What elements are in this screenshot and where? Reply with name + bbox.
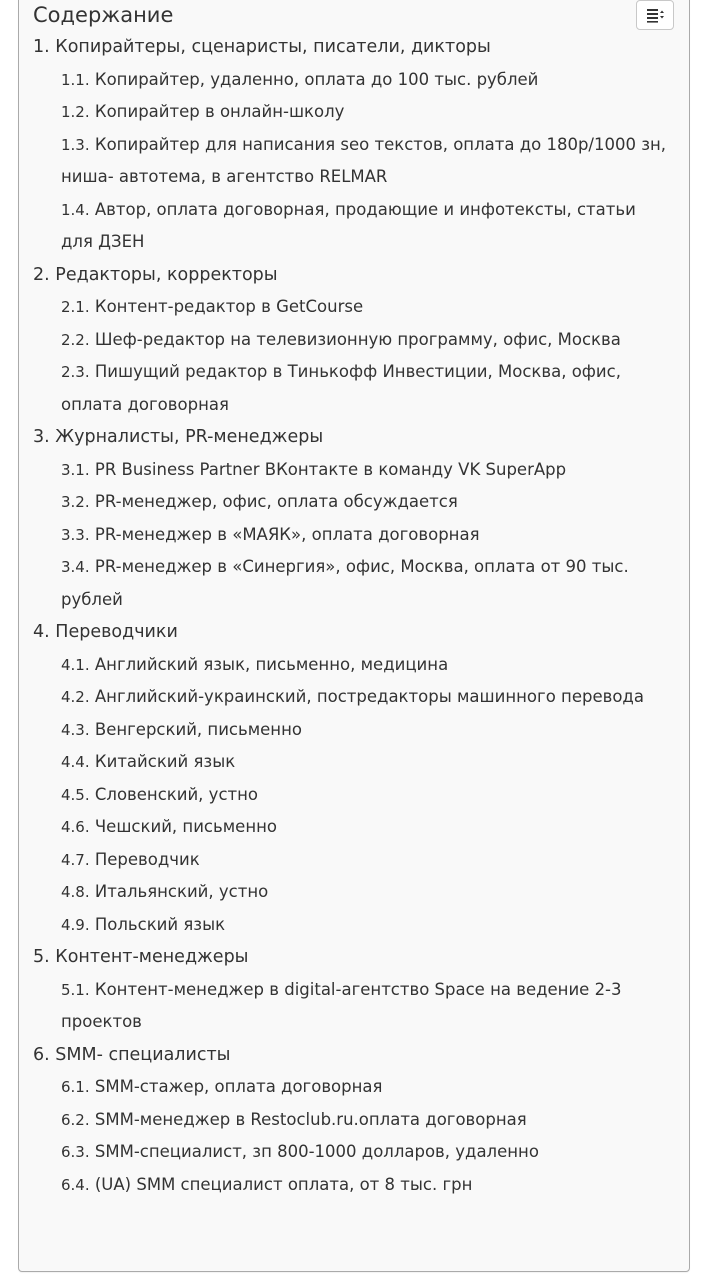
toc-item xyxy=(61,519,673,552)
toc-item-label: Копирайтер в онлайн-школу xyxy=(94,102,345,121)
toc-item-link[interactable] xyxy=(61,96,673,129)
toc-item-number: 1.3. xyxy=(61,135,90,154)
toc-sublist xyxy=(33,649,673,942)
toc-section-number: 5. xyxy=(33,947,50,967)
toc-section-link[interactable] xyxy=(33,941,673,974)
toc-item xyxy=(61,291,673,324)
toc-section-link[interactable] xyxy=(33,259,673,292)
toc-section xyxy=(33,941,673,1039)
toc-item-number: 2.2. xyxy=(61,330,90,349)
toc-item-link[interactable] xyxy=(61,64,673,97)
toc-section-link[interactable] xyxy=(33,616,673,649)
toc-item-link[interactable] xyxy=(61,194,673,259)
list-toggle-icon xyxy=(645,7,665,23)
toc-section-label: Контент-менеджеры xyxy=(55,947,249,967)
toc-item xyxy=(61,356,673,421)
toc-section-label: Журналисты, PR-менеджеры xyxy=(55,427,324,447)
toc-section-link[interactable] xyxy=(33,421,673,454)
toc-item xyxy=(61,811,673,844)
toc-item-label: Английский-украинский, постредакторы машинного перевода xyxy=(94,687,644,706)
toc-section xyxy=(33,259,673,422)
toc-item-link[interactable] xyxy=(61,291,673,324)
toc-section-link[interactable] xyxy=(33,1039,673,1072)
toc-item-number: 4.7. xyxy=(61,850,90,869)
toc-item-label: Итальянский, устно xyxy=(94,882,269,901)
toc-item-link[interactable] xyxy=(61,811,673,844)
toc-item-link[interactable] xyxy=(61,486,673,519)
toc-section-number: 2. xyxy=(33,264,50,285)
toc-item-link[interactable] xyxy=(61,551,673,616)
toc-item-number: 3.1. xyxy=(61,460,90,479)
toc-section-number: 3. xyxy=(33,427,50,447)
toc-item xyxy=(61,779,673,812)
toc-item xyxy=(61,551,673,616)
toc-item xyxy=(61,64,673,97)
toc-section-number: 4. xyxy=(33,622,50,642)
toc-sublist xyxy=(33,291,673,421)
toc-item-number: 1.1. xyxy=(61,70,90,89)
toc-section-link[interactable] xyxy=(33,31,673,64)
toc-item-number: 4.9. xyxy=(61,915,90,934)
toc-section xyxy=(33,1039,673,1202)
toc-item xyxy=(61,876,673,909)
toc-item xyxy=(61,974,673,1039)
toc-item-link[interactable] xyxy=(61,649,673,682)
toc-sublist xyxy=(33,1071,673,1201)
toc-item-number: 6.4. xyxy=(61,1175,90,1194)
toc-item-number: 3.4. xyxy=(61,558,90,576)
toc-sublist xyxy=(33,64,673,259)
toc-item xyxy=(61,681,673,714)
toc-item-link[interactable] xyxy=(61,1169,673,1202)
toc-item xyxy=(61,1071,673,1104)
toc-item-number: 1.2. xyxy=(61,103,90,121)
toc-item-number: 2.1. xyxy=(61,298,90,316)
toc-list xyxy=(33,31,673,1201)
toc-item-link[interactable] xyxy=(61,519,673,552)
toc-item-number: 6.2. xyxy=(61,1110,90,1129)
toc-item-number: 4.1. xyxy=(61,655,90,674)
toc-item xyxy=(61,129,673,194)
toc-item xyxy=(61,1136,673,1169)
toc-item-label: SMM-менеджер в Restoclub.ru.оплата договорная xyxy=(94,1109,527,1129)
toc-section-number: 1. xyxy=(33,37,50,57)
toc-item-label: Переводчик xyxy=(94,849,200,869)
toc-sublist xyxy=(33,454,673,617)
toc-item-label: Контент-редактор в GetCourse xyxy=(94,297,364,316)
toc-item-label: Пишущий редактор в Тинькофф Инвестиции, Москва, офис, оплата договорная xyxy=(61,362,621,414)
toc-item-label: Контент-менеджер в digital-агентство Space на ведение 2-3 проектов xyxy=(61,979,622,1031)
toc-section xyxy=(33,616,673,941)
toc-item-number: 3.2. xyxy=(61,493,90,511)
toc-item-link[interactable] xyxy=(61,844,673,877)
toc-item-link[interactable] xyxy=(61,356,673,421)
toc-item xyxy=(61,746,673,779)
toc-toggle-button[interactable] xyxy=(636,0,674,30)
toc-item xyxy=(61,96,673,129)
toc-item xyxy=(61,909,673,942)
toc-item-label: Китайский язык xyxy=(94,752,236,771)
toc-item xyxy=(61,714,673,747)
toc-section-number: 6. xyxy=(33,1044,50,1065)
toc-sublist xyxy=(33,974,673,1039)
toc-item-number: 1.4. xyxy=(61,200,90,219)
toc-item-link[interactable] xyxy=(61,779,673,812)
toc-item-link[interactable] xyxy=(61,1071,673,1104)
toc-item xyxy=(61,1169,673,1202)
toc-item-link[interactable] xyxy=(61,746,673,779)
toc-item-link[interactable] xyxy=(61,129,673,194)
toc-item-label: PR-менеджер, офис, оплата обсуждается xyxy=(94,492,458,511)
toc-item xyxy=(61,324,673,357)
toc-item-number: 6.1. xyxy=(61,1078,90,1096)
toc-item-label: Шеф-редактор на телевизионную программу, офис, Москва xyxy=(94,329,621,349)
toc-item-label: Автор, оплата договорная, продающие и инфотексты, статьи для ДЗЕН xyxy=(61,199,636,251)
toc-section xyxy=(33,31,673,259)
toc-item-number: 4.4. xyxy=(61,753,90,771)
toc-item-link[interactable] xyxy=(61,714,673,747)
toc-item-number: 6.3. xyxy=(61,1143,90,1161)
toc-item-number: 3.3. xyxy=(61,525,90,544)
toc-item-link[interactable] xyxy=(61,1136,673,1169)
toc-item-number: 4.2. xyxy=(61,688,90,706)
toc-item-label: PR Business Partner ВКонтакте в команду VK SuperApp xyxy=(94,459,567,479)
toc-item xyxy=(61,844,673,877)
toc-item-number: 4.6. xyxy=(61,818,90,836)
toc-item-number: 2.3. xyxy=(61,363,90,381)
toc-item-label: (UA) SMM специалист оплата, от 8 тыс. грн xyxy=(94,1174,473,1194)
toc-item-label: PR-менеджер в «МАЯК», оплата договорная xyxy=(94,524,480,544)
toc-item-link[interactable] xyxy=(61,681,673,714)
table-of-contents xyxy=(18,0,690,1272)
toc-title: Содержание xyxy=(33,3,174,27)
toc-section xyxy=(33,421,673,616)
toc-item-label: Копирайтер для написания seo текстов, оплата до 180р/1000 зн, ниша- автотема, в агентство RELMAR xyxy=(61,134,667,186)
toc-section-label: Редакторы, корректоры xyxy=(55,264,278,285)
toc-item-link[interactable] xyxy=(61,324,673,357)
toc-item-label: Польский язык xyxy=(94,914,226,934)
toc-item-number: 5.1. xyxy=(61,980,90,999)
toc-item-label: Венгерский, письменно xyxy=(94,719,302,739)
toc-item-label: Копирайтер, удаленно, оплата до 100 тыс. рублей xyxy=(94,69,539,89)
toc-item-link[interactable] xyxy=(61,1104,673,1137)
toc-section-label: SMM- специалисты xyxy=(55,1044,231,1065)
toc-item-link[interactable] xyxy=(61,876,673,909)
toc-item-number: 4.5. xyxy=(61,785,90,804)
toc-item xyxy=(61,454,673,487)
toc-item-number: 4.3. xyxy=(61,720,90,739)
toc-item-label: SMM-стажер, оплата договорная xyxy=(94,1077,383,1096)
toc-item xyxy=(61,649,673,682)
toc-section-label: Переводчики xyxy=(55,622,178,642)
toc-item xyxy=(61,1104,673,1137)
toc-item-label: Чешский, письменно xyxy=(94,817,277,836)
toc-item-label: Английский язык, письменно, медицина xyxy=(94,654,449,674)
toc-item xyxy=(61,486,673,519)
toc-item-label: SMM-специалист, зп 800-1000 долларов, удаленно xyxy=(94,1142,539,1161)
toc-item xyxy=(61,194,673,259)
toc-item-link[interactable] xyxy=(61,454,673,487)
toc-item-label: PR-менеджер в «Синергия», офис, Москва, оплата от 90 тыс. рублей xyxy=(61,557,629,609)
toc-item-label: Словенский, устно xyxy=(94,784,259,804)
toc-section-label: Копирайтеры, сценаристы, писатели, дикторы xyxy=(55,37,491,57)
toc-item-link[interactable] xyxy=(61,909,673,942)
toc-item-number: 4.8. xyxy=(61,883,90,901)
toc-item-link[interactable] xyxy=(61,974,673,1039)
